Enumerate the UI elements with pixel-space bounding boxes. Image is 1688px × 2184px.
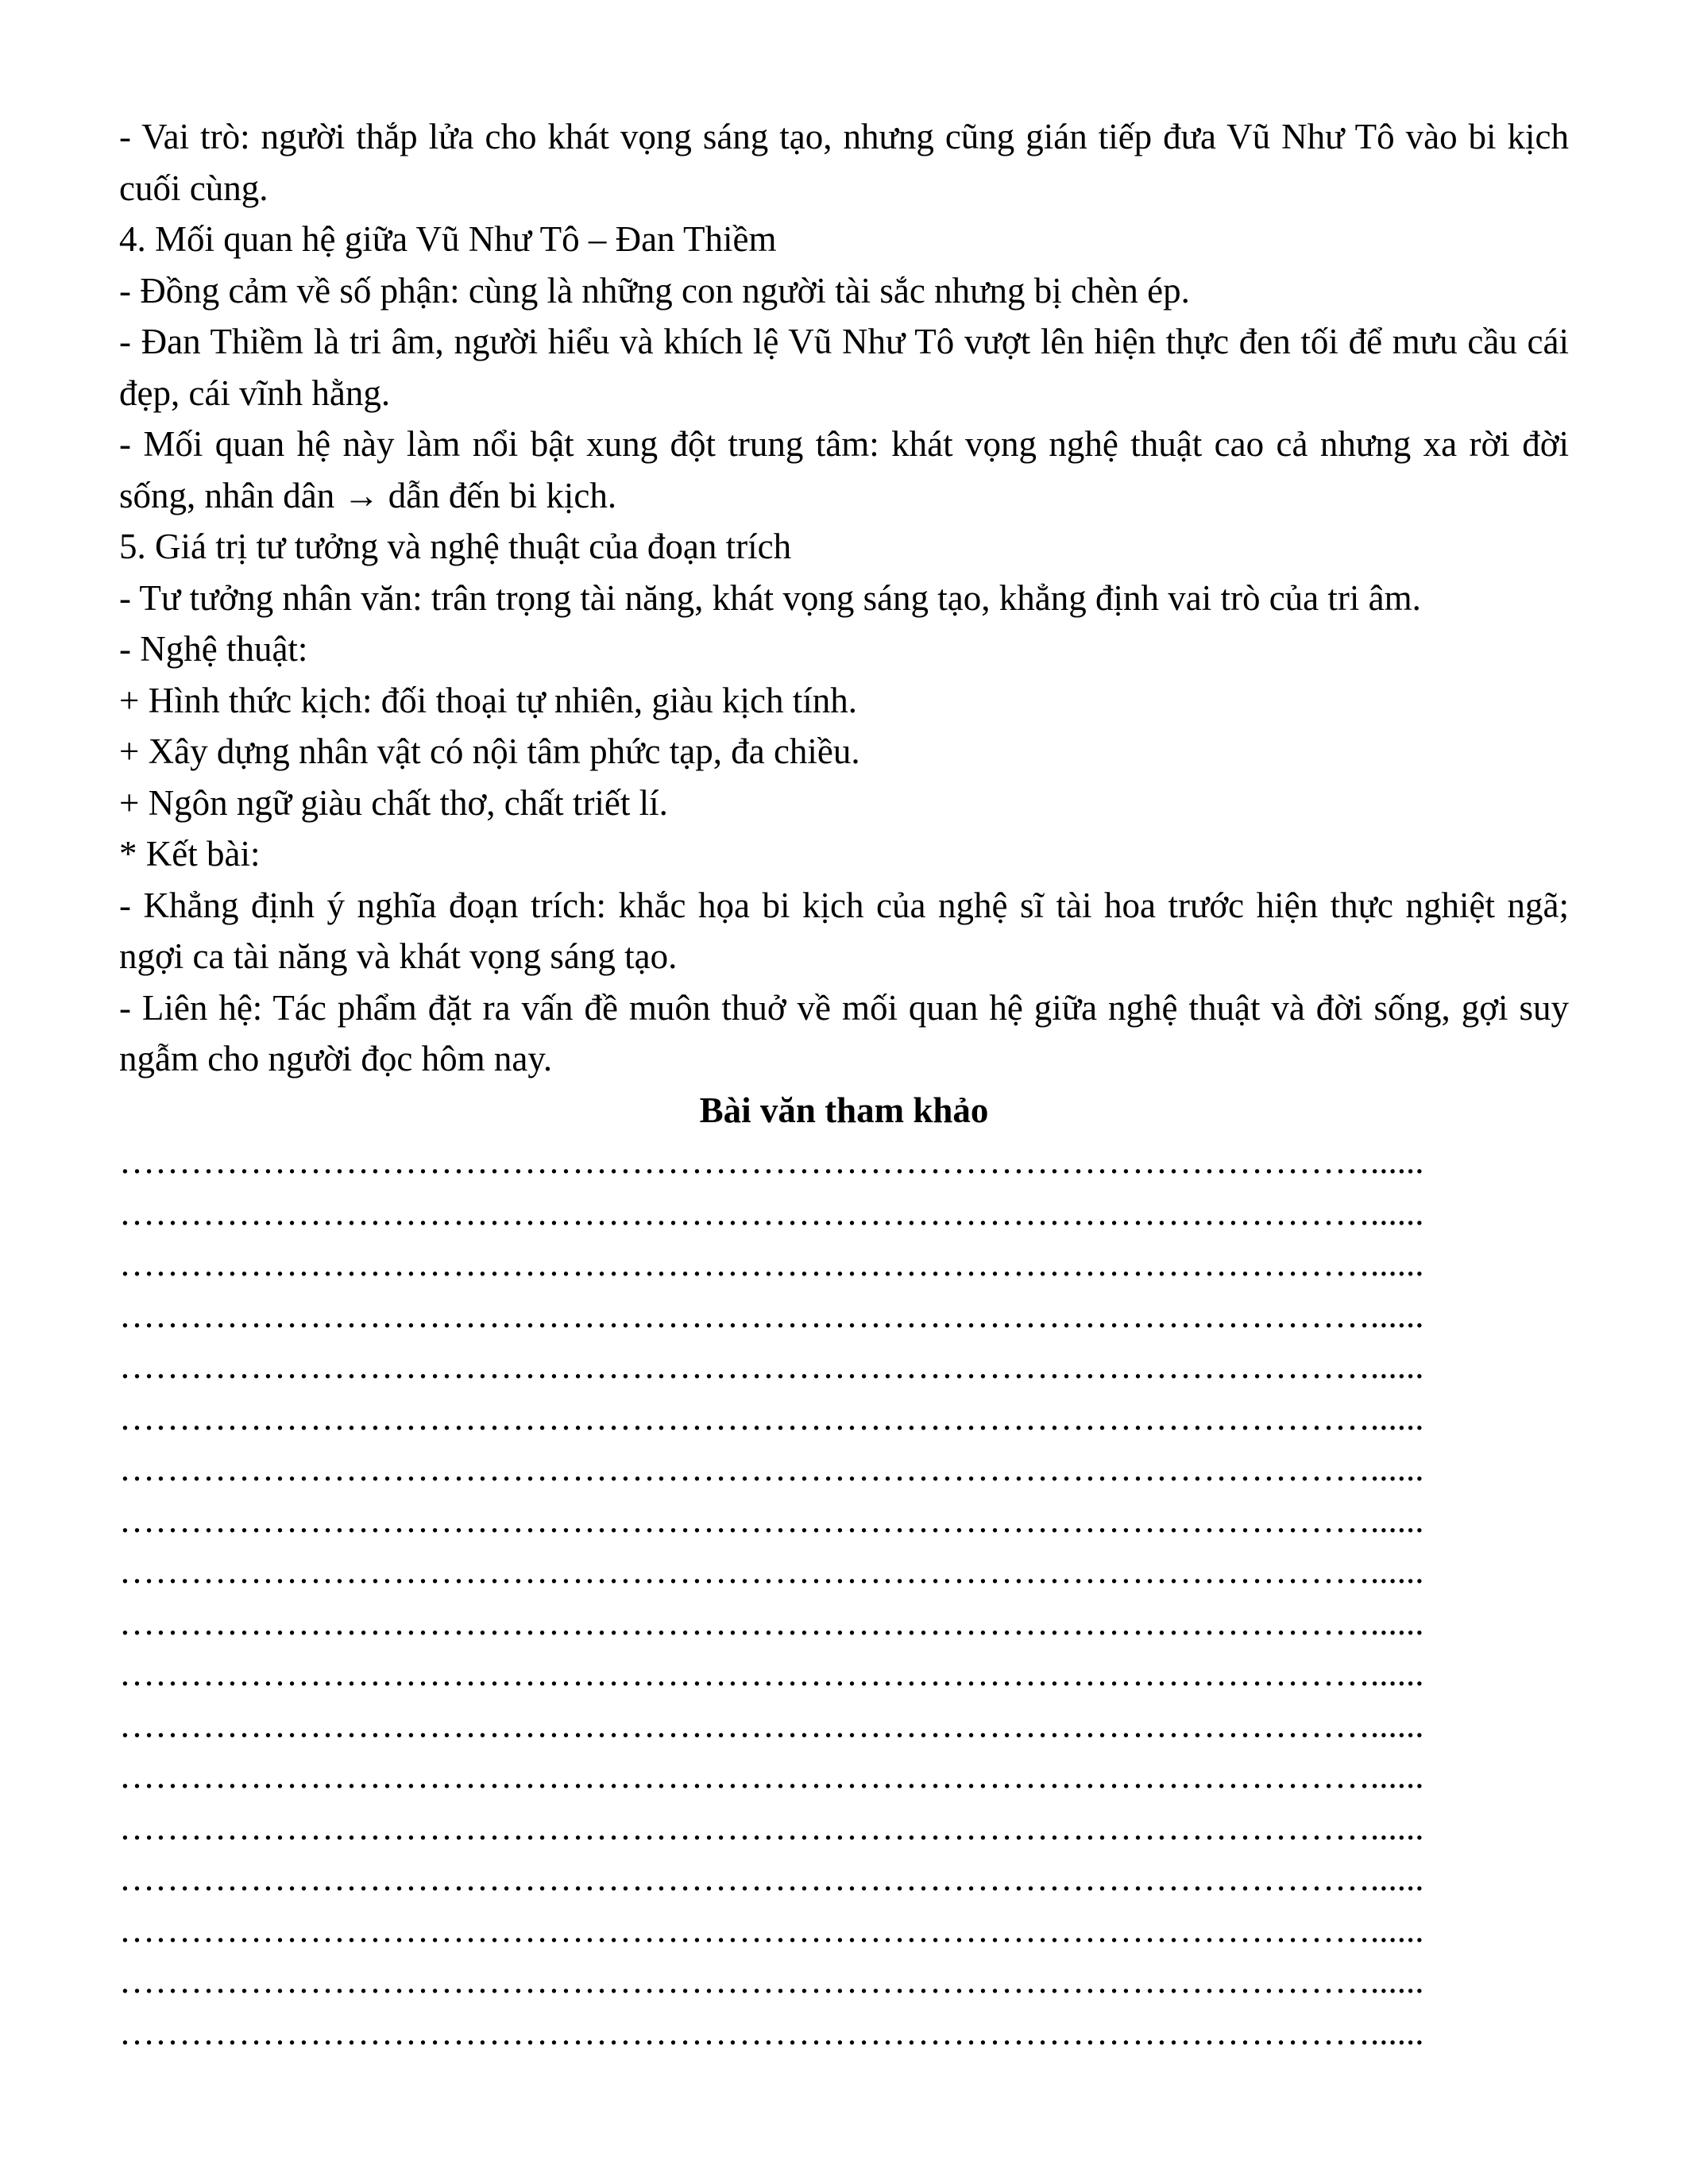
paragraph-tri-am: - Đan Thiềm là tri âm, người hiểu và khích lệ Vũ Như Tô vượt lên hiện thực đen tối để mưu cầu cái đẹp, cái vĩnh hằng. (119, 322, 1569, 413)
dotted-line: ……………………………………………………………………………………………...... (119, 1807, 1424, 1847)
dotted-line: ……………………………………………………………………………………………...... (119, 1244, 1424, 1283)
section-heading-4: 4. Mối quan hệ giữa Vũ Như Tô – Đan Thiềm (119, 219, 777, 259)
paragraph-art-language: + Ngôn ngữ giàu chất thơ, chất triết lí. (119, 782, 668, 823)
dotted-line: ……………………………………………………………………………………………...... (119, 1499, 1424, 1540)
paragraph-art-label: - Nghệ thuật: (119, 629, 308, 669)
dotted-line: ……………………………………………………………………………………………...... (119, 1858, 1424, 1898)
section-heading-5: 5. Giá trị tư tưởng và nghệ thuật của đoạn trích (119, 527, 792, 566)
dotted-line: ……………………………………………………………………………………………...... (119, 1653, 1424, 1693)
dotted-line: ……………………………………………………………………………………………...... (119, 1756, 1424, 1796)
conclusion-label: * Kết bài: (119, 834, 261, 874)
paragraph-empathy: - Đồng cảm về số phận: cùng là những con người tài sắc nhưng bị chèn ép. (119, 270, 1190, 311)
dotted-line: ……………………………………………………………………………………………...... (119, 1602, 1424, 1642)
paragraph-connection: - Liên hệ: Tác phẩm đặt ra vấn đề muôn thuở về mối quan hệ giữa nghệ thuật và đời sống, gợi suy ngẫm cho người đọc hôm nay. (119, 987, 1569, 1078)
dotted-line: ……………………………………………………………………………………………...... (119, 1192, 1424, 1233)
dotted-line: ……………………………………………………………………………………………...... (119, 1909, 1424, 1950)
paragraph-art-form: + Hình thức kịch: đối thoại tự nhiên, giàu kịch tính. (119, 680, 858, 720)
dotted-line: ……………………………………………………………………………………………...... (119, 1397, 1424, 1437)
dotted-line: ……………………………………………………………………………………………...... (119, 1346, 1424, 1386)
dotted-answer-lines (119, 1136, 1569, 2058)
paragraph-humanism: - Tư tưởng nhân văn: trân trọng tài năng, khát vọng sáng tạo, khẳng định vai trò của tri âm. (119, 577, 1421, 618)
dotted-line: ……………………………………………………………………………………………...... (119, 1295, 1424, 1335)
paragraph-role: - Vai trò: người thắp lửa cho khát vọng sáng tạo, nhưng cũng gián tiếp đưa Vũ Như Tô vào bi kịch cuối cùng. (119, 117, 1569, 208)
dotted-line: ……………………………………………………………………………………………...... (119, 2012, 1424, 2052)
dotted-line: ……………………………………………………………………………………………...... (119, 1141, 1424, 1181)
dotted-line: ……………………………………………………………………………………………...... (119, 1449, 1424, 1488)
paragraph-meaning: - Khẳng định ý nghĩa đoạn trích: khắc họa bi kịch của nghệ sĩ tài hoa trước hiện thực nghiệt ngã; ngợi ca tài năng và khát vọng sáng tạo. (119, 885, 1569, 976)
document-page (119, 111, 1569, 2058)
dotted-line: ……………………………………………………………………………………………...... (119, 1704, 1424, 1745)
paragraph-art-character: + Xây dựng nhân vật có nội tâm phức tạp, đa chiều. (119, 731, 860, 771)
dotted-line: ……………………………………………………………………………………………...... (119, 1551, 1424, 1591)
paragraph-conflict: - Mối quan hệ này làm nổi bật xung đột trung tâm: khát vọng nghệ thuật cao cả nhưng xa rời đời sống, nhân dân → dẫn đến bi kịch. (119, 424, 1569, 515)
dotted-line: ……………………………………………………………………………………………...... (119, 1961, 1424, 2001)
reference-essay-heading: Bài văn tham khảo (699, 1090, 989, 1130)
